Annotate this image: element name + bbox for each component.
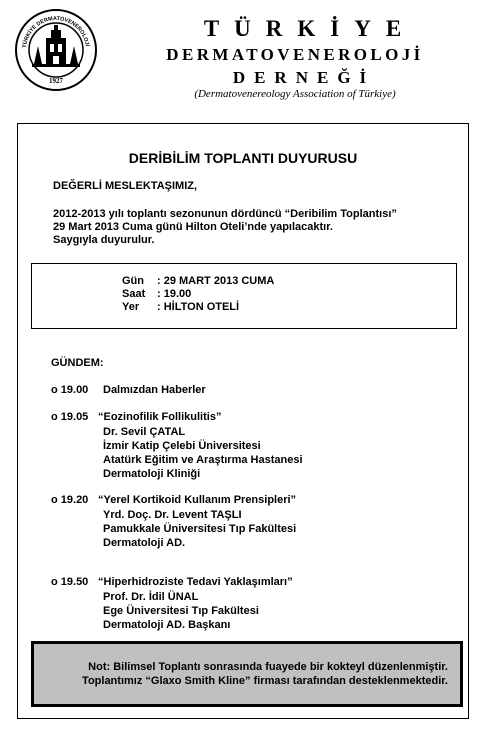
intro-line: 29 Mart 2013 Cuma günü Hilton Oteli’nde yapılacaktır. [53, 221, 333, 233]
agenda-time: o 19.05 [51, 411, 89, 423]
time-label: Saat [122, 288, 146, 300]
agenda-topic: “Yerel Kortikoid Kullanım Prensipleri” [98, 494, 297, 506]
note-box [31, 641, 463, 707]
header-country: TÜRKİYE [203, 16, 417, 41]
speaker-affiliation: İzmir Katip Çelebi Üniversitesi [103, 440, 261, 452]
speaker-name: Dr. Sevil ÇATAL [103, 426, 186, 438]
speaker-affiliation: Ege Üniversitesi Tıp Fakültesi [103, 605, 259, 617]
agenda-topic: “Hiperhidroziste Tedavi Yaklaşımları” [98, 576, 293, 588]
agenda-time: o 19.50 [51, 576, 89, 588]
svg-text:1927: 1927 [49, 77, 63, 85]
speaker-name: Prof. Dr. İdil ÜNAL [103, 591, 199, 603]
speaker-affiliation: Dermatoloji Kliniği [103, 468, 201, 480]
announcement-title: DERİBİLİM TOPLANTI DUYURUSU [128, 150, 358, 166]
intro-line: Saygıyla duyurulur. [53, 234, 155, 246]
speaker-affiliation: Dermatoloji AD. Başkanı [103, 619, 231, 631]
greeting: DEĞERLİ MESLEKTAŞIMIZ, [53, 180, 198, 192]
header-association: DERNEĞİ [232, 68, 376, 87]
speaker-affiliation: Pamukkale Üniversitesi Tıp Fakültesi [103, 523, 297, 535]
day-label: Gün [122, 275, 144, 287]
association-logo [14, 8, 98, 92]
speaker-name: Yrd. Doç. Dr. Levent TAŞLI [103, 509, 242, 521]
agenda-topic: Dalmızdan Haberler [103, 384, 206, 396]
speaker-affiliation: Atatürk Eğitim ve Araştırma Hastanesi [103, 454, 303, 466]
time-value: : 19.00 [157, 288, 192, 300]
note-line: Not: Bilimsel Toplantı sonrasında fuayede bir kokteyl düzenlenmiştir. [88, 661, 448, 673]
agenda-time: o 19.20 [51, 494, 89, 506]
header-subtitle: (Dermatovenereology Association of Türkiye) [194, 88, 396, 100]
agenda-heading: GÜNDEM: [51, 357, 104, 369]
agenda-time: o 19.00 [51, 384, 89, 396]
place-value: : HİLTON OTELİ [157, 301, 240, 313]
place-label: Yer [122, 301, 140, 313]
agenda-topic: “Eozinofilik Follikulitis” [98, 411, 222, 423]
svg-text:TÜRKİYE DERMATOVENEROLOJİ DERN: TÜRKİYE DERMATOVENEROLOJİ [22, 15, 90, 49]
header-specialty: DERMATOVENEROLOJİ [166, 45, 424, 64]
note-line: Toplantımız “Glaxo Smith Kline” firması tarafından desteklenmektedir. [82, 675, 448, 687]
day-value: : 29 MART 2013 CUMA [157, 275, 275, 287]
speaker-affiliation: Dermatoloji AD. [103, 537, 186, 549]
meeting-info-box [31, 263, 457, 329]
intro-line: 2012-2013 yılı toplantı sezonunun dördüncü “Deribilim Toplantısı” [53, 208, 397, 220]
